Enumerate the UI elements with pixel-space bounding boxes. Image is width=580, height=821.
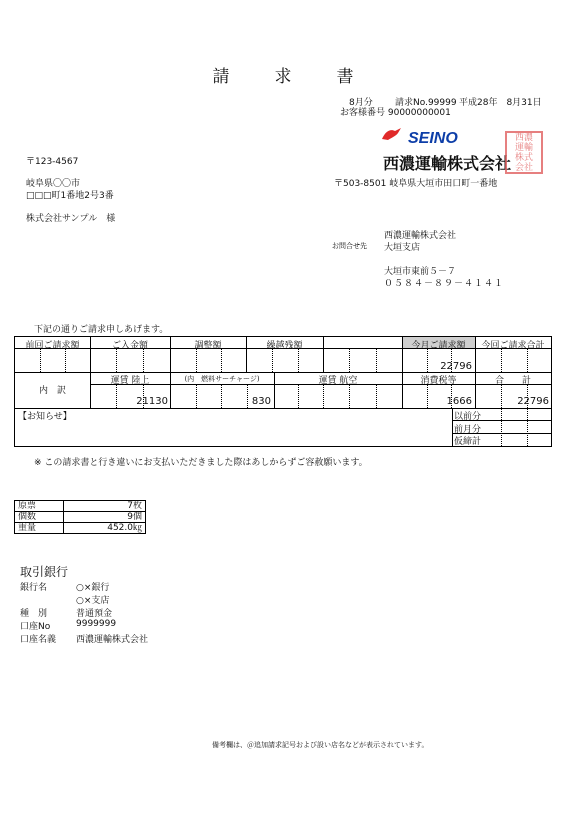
header-land-freight: 運賃 陸上 [110,376,150,386]
fuel-surcharge-amount: 830 [251,396,271,407]
branch-phone: ０５８４－８９－４１４１ [384,279,505,289]
side-label-last-month: 前月分 [454,425,482,435]
count-value: 9個 [64,512,146,523]
count-label: 個数 [15,512,64,523]
branch-value: ○×支店 [76,596,110,606]
billing-month: 8月分 [349,98,373,108]
header-total: 合 計 [494,376,531,386]
branch-address: 大垣市東前５－７ [384,267,457,277]
table-row [15,523,146,534]
account-number-label: 口座No [20,622,51,632]
account-number-value: 9999999 [76,619,117,629]
total-amount: 22796 [517,396,549,407]
kangaroo-logo-icon [381,126,403,140]
breakdown-label: 内 訳 [38,386,66,396]
header-previous-amount: 前回ご請求額 [25,341,80,351]
recipient-postal: 〒123-4567 [26,157,79,167]
customer-number: お客様番号 90000000001 [340,108,451,118]
bank-value: ○×銀行 [76,583,110,593]
footer-note: 備考欄は、＠追加請求記号および設い店名などが表示されています。 [212,741,429,749]
table-row [15,512,146,523]
header-this-month: 今月ご請求額 [411,341,466,351]
side-label-earlier: 以前分 [454,412,482,422]
consumption-tax-amount: 1666 [446,396,472,407]
sender-address: 〒503-8501 岐阜県大垣市田口町一番地 [334,179,498,189]
sender-company-large: 西濃運輸株式会社 [383,154,512,173]
invoice-number: 請求No.99999 [395,98,457,108]
recipient-address1: 岐阜県〇〇市 [26,179,81,189]
contact-label: お問合せ先 [332,242,367,250]
company-seal-stamp: 西濃 運輸 株式 会社 [505,131,543,174]
count-label: 重量 [15,523,64,534]
counts-table [14,500,146,534]
count-value: 452.0㎏ [64,523,146,534]
document-title: 請 求 書 [212,67,368,87]
bank-heading: 取引銀行 [20,565,69,579]
account-type-label: 種 別 [20,609,48,619]
header-air-freight: 運賃 航空 [318,376,358,386]
account-holder-label: 口座名義 [20,635,57,645]
header-payment-received: ご入金額 [111,341,148,351]
table-row [15,501,146,512]
header-fuel-surcharge: (内 燃料サーチャージ) [184,375,260,383]
header-carryover: 繰越残額 [266,341,303,351]
invoice-date: 平成28年 8月31日 [459,98,542,108]
payment-note: ※ この請求書と行き違いにお支払いただきました際はあしからずご容赦願います。 [34,458,368,468]
count-value: 7枚 [64,501,146,512]
branch-name: 大垣支店 [384,243,421,253]
seino-logo-text: SEINO [408,130,458,147]
header-adjustment: 調整額 [194,341,222,351]
account-holder-value: 西濃運輸株式会社 [76,635,149,645]
recipient-name: 株式会社サンプル 様 [26,214,116,224]
sender-company: 西濃運輸株式会社 [384,231,457,241]
side-label-provisional: 仮締計 [454,437,482,447]
this-month-amount: 22796 [440,361,472,372]
header-grand-total: 今回ご請求合計 [481,341,545,351]
header-consumption-tax: 消費税等 [420,376,457,386]
intro-text: 下記の通りご請求申しあげます。 [34,325,169,335]
land-freight-amount: 21130 [136,396,168,407]
recipient-address2: □□□町1番地2号3番 [26,191,114,201]
billing-table [14,336,552,447]
count-label: 原票 [15,501,64,512]
bank-label: 銀行名 [20,583,48,593]
notice-label: 【お知らせ】 [18,412,72,422]
account-type-value: 普通預金 [76,609,113,619]
